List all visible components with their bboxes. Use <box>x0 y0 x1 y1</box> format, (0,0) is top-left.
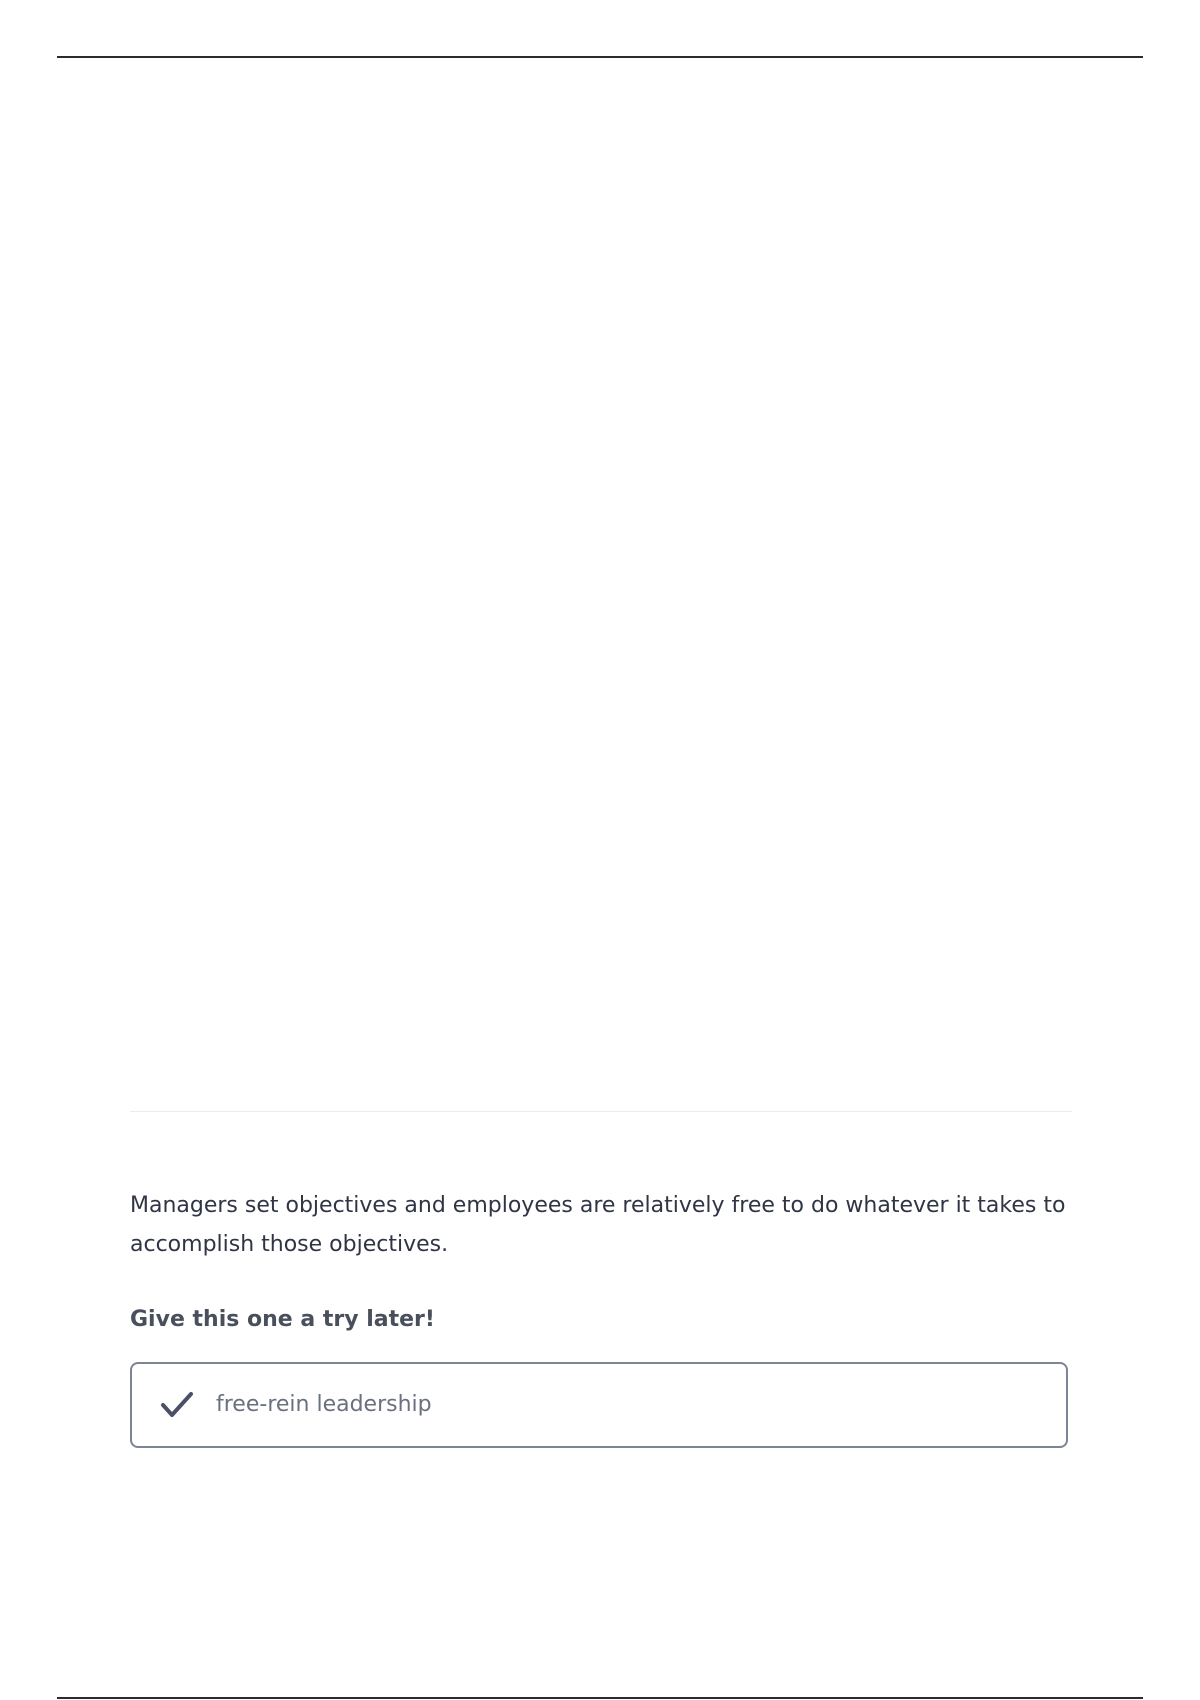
section-divider <box>130 1111 1072 1112</box>
top-rule <box>57 56 1143 58</box>
bottom-rule <box>57 1697 1143 1699</box>
question-prompt: Managers set objectives and employees are relatively free to do whatever it takes to accomplish those objectives. <box>130 1193 1066 1257</box>
answer-option[interactable] <box>130 1362 1068 1448</box>
check-icon <box>160 1390 194 1420</box>
feedback-message: Give this one a try later! <box>130 1307 435 1332</box>
answer-label: free-rein leadership <box>216 1392 432 1417</box>
